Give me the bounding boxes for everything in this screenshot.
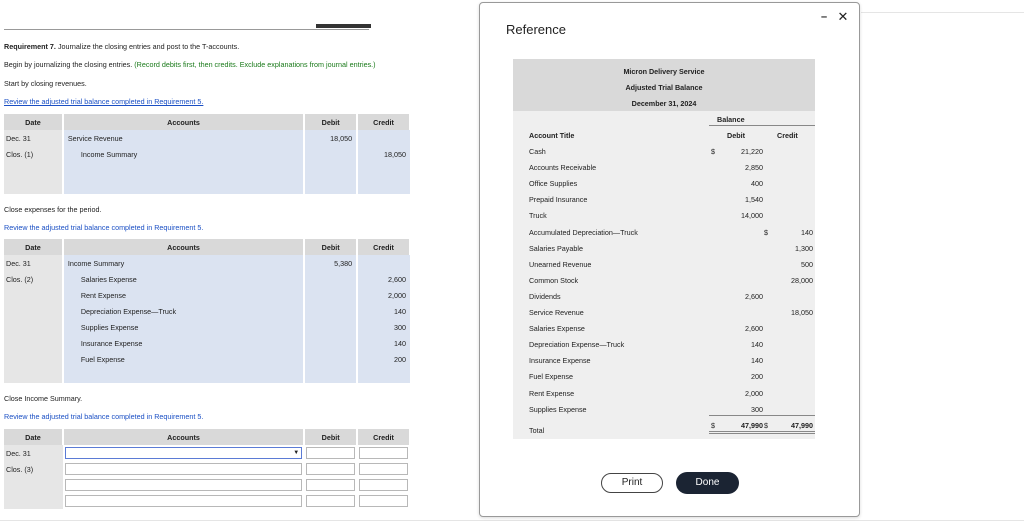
debit-input[interactable] — [306, 447, 355, 459]
journal-entry-2-table — [4, 239, 411, 383]
credit-cell[interactable]: 200 — [357, 351, 410, 367]
date-header: Date — [4, 429, 63, 445]
credit-cell[interactable]: 2,600 — [357, 271, 410, 287]
minimize-icon[interactable]: – — [820, 11, 828, 23]
dollar-sign: $ — [711, 147, 715, 156]
table-row — [4, 477, 410, 493]
print-button[interactable]: Print — [601, 473, 663, 493]
journal-entry-3-table — [4, 429, 411, 509]
previous-section-bar — [316, 24, 371, 28]
account-cell[interactable]: Income Summary — [63, 255, 304, 271]
debit-cell[interactable] — [304, 146, 357, 162]
company-name: Micron Delivery Service — [623, 67, 705, 76]
close-icon[interactable]: ✕ — [837, 9, 849, 24]
account-title: Fuel Expense — [529, 372, 573, 382]
debit-input[interactable] — [306, 495, 355, 507]
debit-cell[interactable]: 5,380 — [304, 255, 357, 271]
credit-input[interactable] — [359, 495, 408, 507]
credit-amount: 28,000 — [791, 275, 813, 285]
credit-input[interactable] — [359, 463, 408, 475]
credit-cell[interactable]: 140 — [357, 335, 410, 351]
entry-date — [4, 162, 63, 178]
begin-hint: (Record debits first, then credits. Exclude explanations from journal entries.) — [134, 60, 376, 69]
account-title: Supplies Expense — [529, 404, 587, 414]
entry-date — [4, 367, 63, 383]
account-cell[interactable] — [63, 178, 304, 194]
table-row — [4, 255, 410, 271]
debit-amount: 140 — [751, 340, 763, 350]
trial-balance-table — [513, 59, 815, 439]
accounts-header: Accounts — [63, 239, 304, 255]
debit-cell[interactable] — [304, 178, 357, 194]
begin-instruction: Begin by journalizing the closing entries. (Record debits first, then credits. Exclude explanations from journal entries.) — [4, 60, 376, 69]
done-button[interactable]: Done — [676, 472, 739, 494]
debit-cell[interactable] — [304, 271, 357, 287]
credit-cell[interactable]: 2,000 — [357, 287, 410, 303]
table-row — [4, 445, 410, 461]
debit-header: Debit — [304, 239, 357, 255]
credit-cell[interactable] — [357, 367, 410, 383]
credit-amount: 500 — [801, 259, 813, 269]
account-title: Truck — [529, 211, 547, 221]
table-row — [4, 130, 410, 146]
credit-cell[interactable] — [357, 178, 410, 194]
account-cell[interactable]: Supplies Expense — [63, 319, 304, 335]
debit-input[interactable] — [306, 463, 355, 475]
previous-section-strip — [4, 22, 369, 30]
dollar-sign: $ — [711, 421, 715, 430]
entry-date — [4, 493, 63, 509]
account-title: Accounts Receivable — [529, 163, 597, 173]
debit-cell[interactable] — [304, 351, 357, 367]
credit-cell[interactable] — [357, 162, 410, 178]
debit-amount: 2,850 — [745, 163, 763, 173]
dollar-sign: $ — [764, 421, 768, 430]
account-title: Salaries Payable — [529, 243, 583, 253]
total-label: Total — [529, 426, 545, 435]
entry-date: Dec. 31 — [4, 445, 63, 461]
accounts-header: Accounts — [63, 114, 304, 130]
entry-date: Dec. 31 — [4, 255, 63, 271]
account-select[interactable] — [65, 447, 302, 459]
table-row — [4, 367, 410, 383]
debit-amount: 2,000 — [745, 388, 763, 398]
debit-amount: 2,600 — [745, 324, 763, 334]
credit-input[interactable] — [359, 479, 408, 491]
debit-cell[interactable] — [304, 335, 357, 351]
table-row — [4, 461, 410, 477]
credit-cell[interactable]: 140 — [357, 303, 410, 319]
table-row — [4, 271, 410, 287]
table-row — [4, 287, 410, 303]
divider — [709, 125, 815, 126]
report-name: Adjusted Trial Balance — [625, 83, 703, 92]
review-trial-balance-link-2[interactable]: Review the adjusted trial balance completed in Requirement 5. — [4, 223, 204, 232]
account-title: Office Supplies — [529, 179, 578, 189]
credit-cell[interactable]: 300 — [357, 319, 410, 335]
account-title: Dividends — [529, 291, 561, 301]
entry-date: Dec. 31 — [4, 130, 63, 146]
debit-cell[interactable] — [304, 303, 357, 319]
total-debit: 47,990 — [741, 421, 763, 430]
entry-date — [4, 303, 63, 319]
credit-header: Credit — [357, 429, 410, 445]
dollar-sign: $ — [764, 227, 768, 237]
table-row — [4, 303, 410, 319]
debit-amount: 400 — [751, 179, 763, 189]
divider — [0, 520, 1024, 521]
journal-entry-1-table — [4, 114, 411, 194]
table-row — [4, 319, 410, 335]
account-cell[interactable] — [63, 367, 304, 383]
close-income-summary-instruction: Close Income Summary. — [4, 394, 83, 403]
account-cell[interactable]: Service Revenue — [63, 130, 304, 146]
account-title: Insurance Expense — [529, 356, 591, 366]
credit-amount: 1,300 — [795, 243, 813, 253]
table-row — [4, 178, 410, 194]
entry-date — [4, 178, 63, 194]
debit-cell[interactable] — [304, 162, 357, 178]
table-row — [4, 335, 410, 351]
close-expenses-instruction: Close expenses for the period. — [4, 205, 102, 214]
start-instruction: Start by closing revenues. — [4, 79, 87, 88]
credit-cell[interactable] — [357, 255, 410, 271]
entry-date — [4, 351, 63, 367]
divider — [709, 415, 815, 416]
account-title: Prepaid Insurance — [529, 195, 588, 205]
divider — [861, 12, 1024, 13]
account-title: Common Stock — [529, 275, 579, 285]
reference-dialog — [479, 2, 860, 517]
account-title: Cash — [529, 147, 546, 156]
debit-cell[interactable] — [304, 287, 357, 303]
debit-amount: 1,540 — [745, 195, 763, 205]
account-cell[interactable]: Rent Expense — [63, 287, 304, 303]
review-trial-balance-link-1[interactable]: Review the adjusted trial balance completed in Requirement 5. — [4, 97, 204, 106]
credit-cell[interactable]: 18,050 — [357, 146, 410, 162]
credit-header: Credit — [357, 114, 410, 130]
account-title: Service Revenue — [529, 308, 584, 317]
entry-date: Clos. (1) — [4, 146, 63, 162]
requirement-heading: Requirement 7. Journalize the closing entries and post to the T-accounts. — [4, 42, 240, 51]
double-underline — [709, 431, 815, 434]
account-cell[interactable]: Depreciation Expense—Truck — [63, 303, 304, 319]
debit-input[interactable] — [306, 479, 355, 491]
entry-date — [4, 477, 63, 493]
account-cell[interactable]: Insurance Expense — [63, 335, 304, 351]
dialog-title: Reference — [506, 22, 566, 37]
credit-amount: 18,050 — [791, 308, 813, 317]
debit-header: Debit — [304, 114, 357, 130]
account-select[interactable] — [65, 479, 302, 491]
account-title: Accumulated Depreciation—Truck — [529, 227, 638, 237]
account-title: Salaries Expense — [529, 324, 585, 334]
entry-date: Clos. (2) — [4, 271, 63, 287]
table-row — [4, 493, 410, 509]
credit-amount: 140 — [801, 227, 813, 237]
debit-amount: 300 — [751, 404, 763, 414]
entry-date — [4, 319, 63, 335]
total-credit: 47,990 — [791, 421, 813, 430]
account-cell[interactable] — [63, 162, 304, 178]
table-row — [4, 351, 410, 367]
credit-cell[interactable] — [357, 130, 410, 146]
account-title: Depreciation Expense—Truck — [529, 340, 625, 350]
entry-date: Clos. (3) — [4, 461, 63, 477]
account-select[interactable] — [65, 495, 302, 507]
table-row — [4, 162, 410, 178]
account-title-header: Account Title — [529, 131, 575, 140]
account-title: Rent Expense — [529, 388, 575, 398]
credit-header: Credit — [357, 239, 410, 255]
debit-amount: 14,000 — [741, 211, 763, 221]
account-select[interactable] — [65, 463, 302, 475]
debit-amount: 21,220 — [741, 147, 763, 156]
entry-date — [4, 287, 63, 303]
debit-cell[interactable] — [304, 367, 357, 383]
account-cell[interactable]: Fuel Expense — [63, 351, 304, 367]
debit-amount: 140 — [751, 356, 763, 366]
date-header: Date — [4, 114, 63, 130]
debit-header: Debit — [304, 429, 357, 445]
accounts-header: Accounts — [63, 429, 304, 445]
debit-cell[interactable]: 18,050 — [304, 130, 357, 146]
credit-input[interactable] — [359, 447, 408, 459]
table-row — [4, 146, 410, 162]
account-cell[interactable]: Income Summary — [63, 146, 304, 162]
review-trial-balance-link-3[interactable]: Review the adjusted trial balance completed in Requirement 5. — [4, 412, 204, 421]
date-header: Date — [4, 239, 63, 255]
balance-label: Balance — [717, 115, 745, 124]
dropdown-arrow-icon[interactable]: ▼ — [293, 450, 300, 456]
debit-header: Debit — [727, 131, 745, 140]
account-title: Unearned Revenue — [529, 259, 592, 269]
debit-amount: 200 — [751, 372, 763, 382]
report-date: December 31, 2024 — [631, 99, 697, 108]
credit-header: Credit — [777, 131, 798, 140]
account-cell[interactable]: Salaries Expense — [63, 271, 304, 287]
debit-amount: 2,600 — [745, 291, 763, 301]
entry-date — [4, 335, 63, 351]
debit-cell[interactable] — [304, 319, 357, 335]
